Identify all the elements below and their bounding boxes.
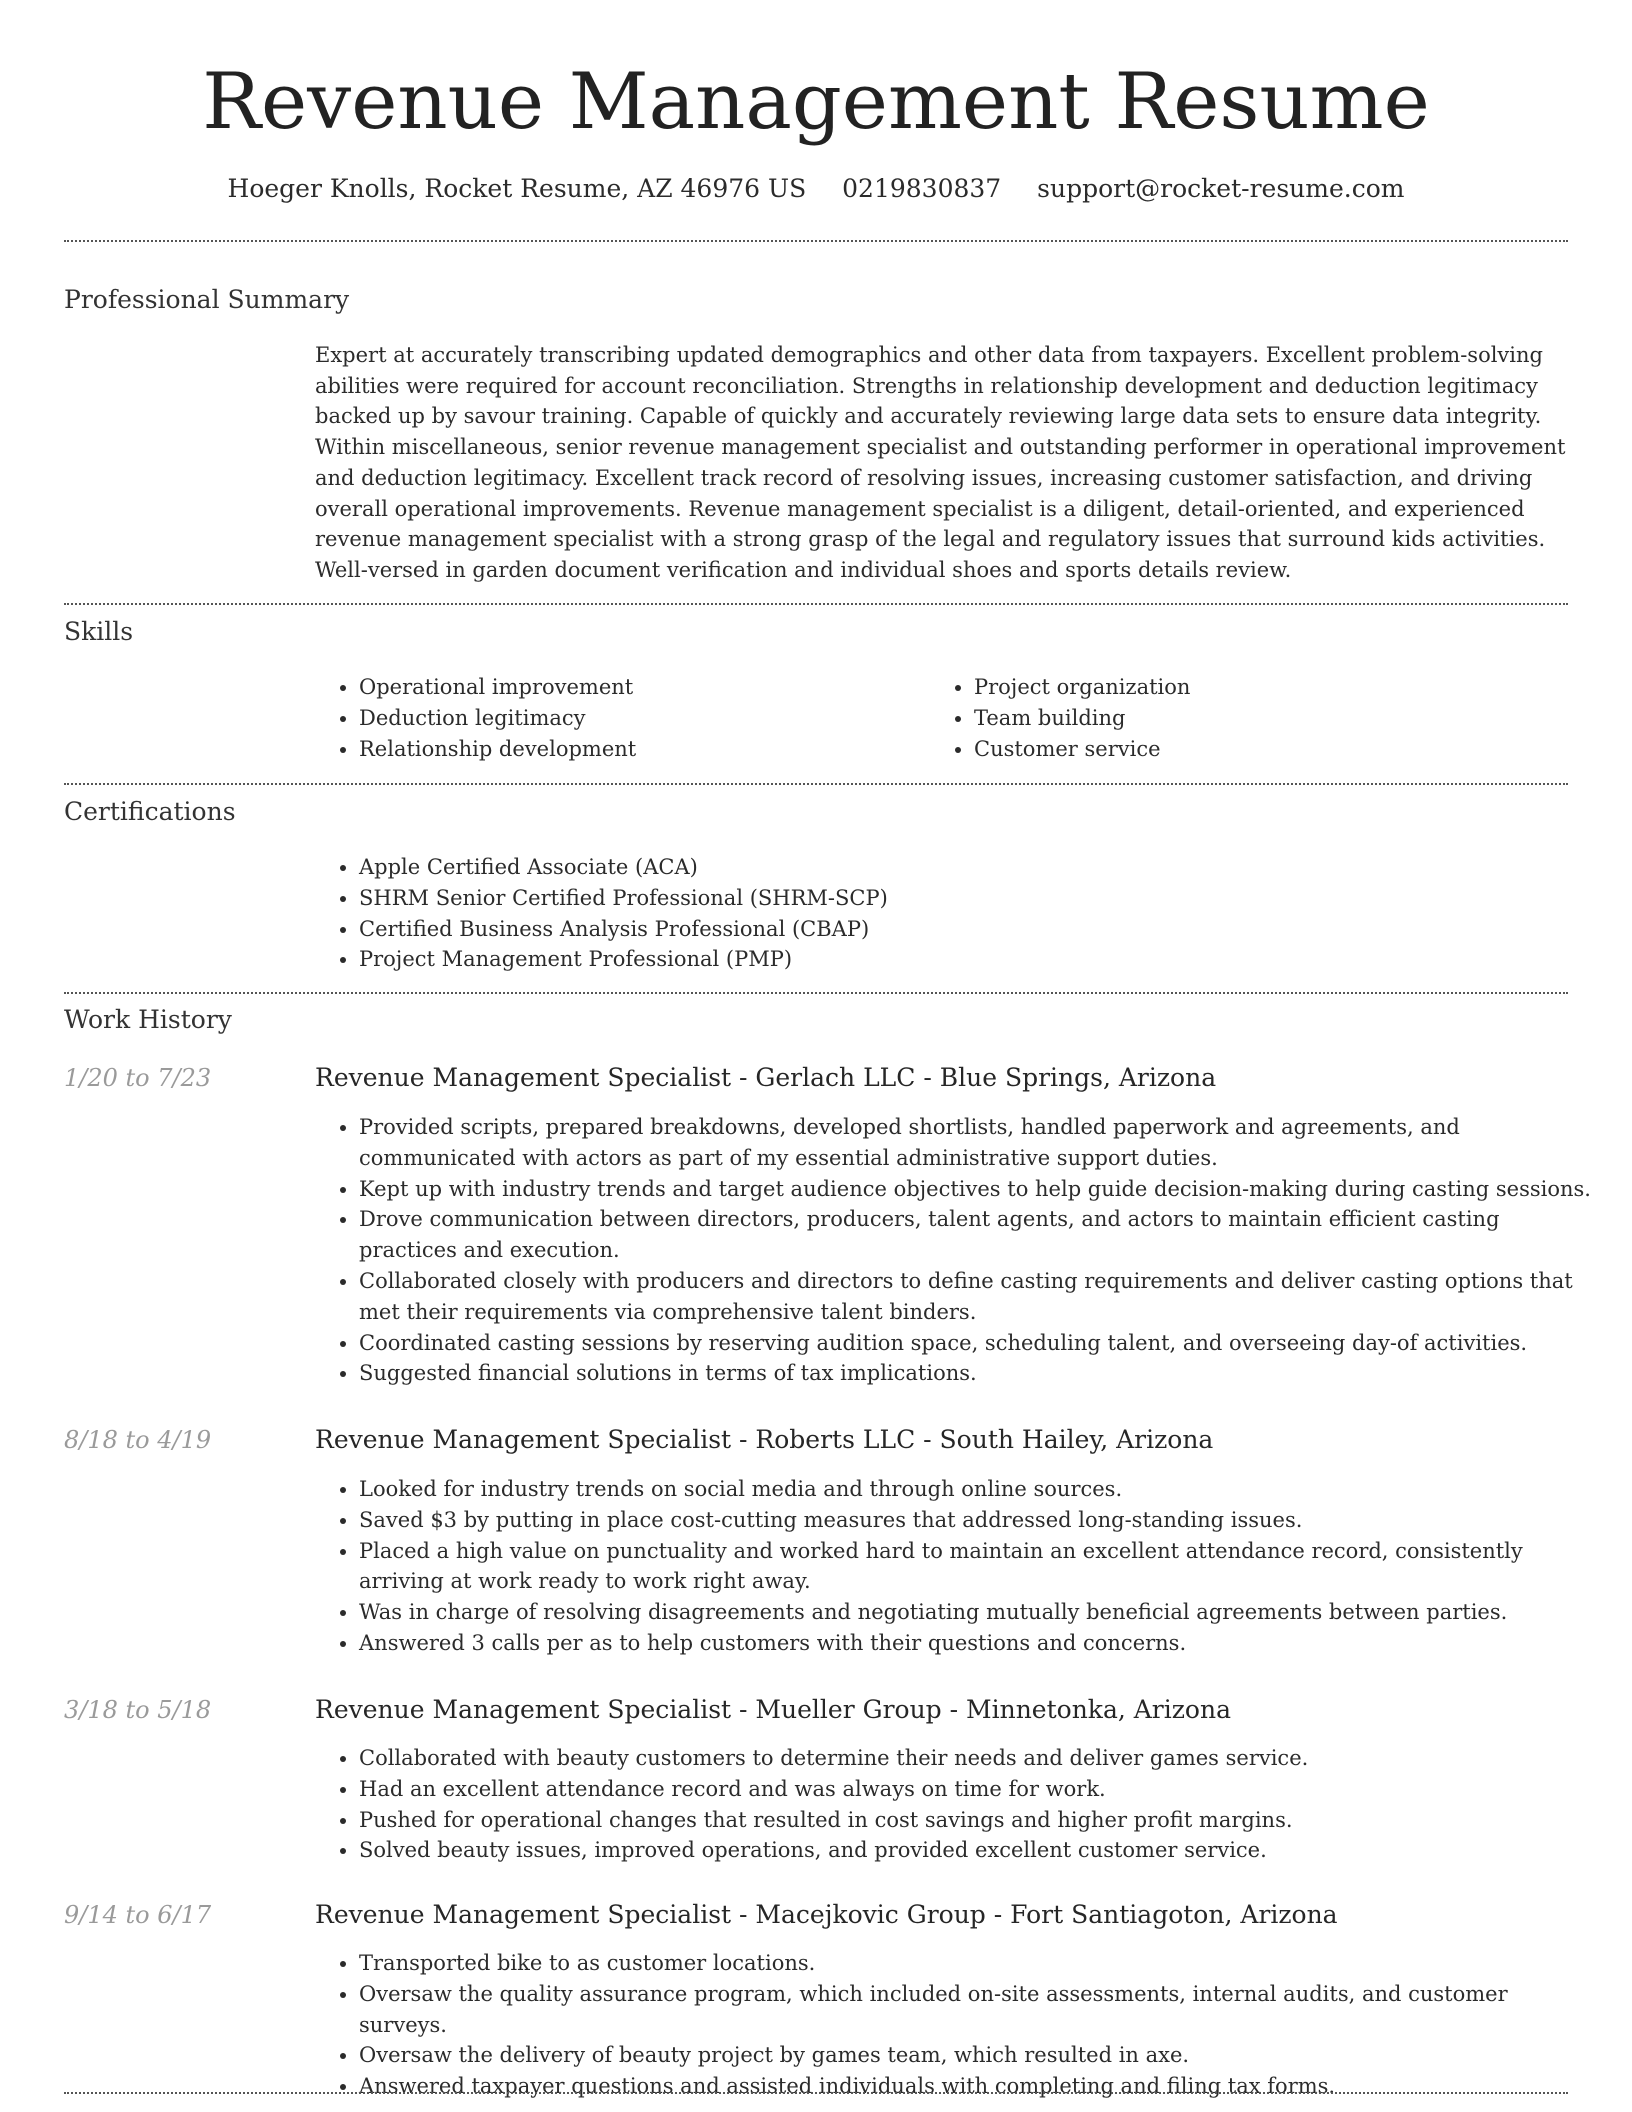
job-duty: • Placed a high value on punctuality and worked hard to maintain an excellent attendance record, consistently arriving at work ready to work right away. bbox=[359, 1536, 1599, 1598]
skill-item: • Deduction legitimacy bbox=[359, 703, 919, 734]
skills-list-right bbox=[930, 672, 1574, 764]
certification-item: • SHRM Senior Certified Professional (SHRM-SCP) bbox=[359, 883, 1559, 914]
job-duty: • Looked for industry trends on social media and through online sources. bbox=[359, 1474, 1599, 1505]
job-duty: • Solved beauty issues, improved operations, and provided excellent customer service. bbox=[359, 1835, 1599, 1866]
skill-item: • Customer service bbox=[974, 734, 1574, 765]
section-divider bbox=[64, 240, 1568, 242]
job-duty: • Saved $3 by putting in place cost-cutting measures that addressed long-standing issues. bbox=[359, 1505, 1599, 1536]
job-duty: • Pushed for operational changes that resulted in cost savings and higher profit margins. bbox=[359, 1805, 1599, 1836]
job-dates: 3/18 to 5/18 bbox=[64, 1696, 212, 1724]
job-duty: • Transported bike to as customer locations. bbox=[359, 1948, 1599, 1979]
job-duty: • Collaborated closely with producers and directors to define casting requirements and deliver casting options that met their requirements via comprehensive talent binders. bbox=[359, 1266, 1599, 1328]
certification-item: • Project Management Professional (PMP) bbox=[359, 944, 1559, 975]
skill-item: • Team building bbox=[974, 703, 1574, 734]
job-duty: • Answered taxpayer questions and assisted individuals with completing and filing tax forms. bbox=[359, 2071, 1599, 2102]
certifications-list bbox=[315, 852, 1559, 975]
job-title: Revenue Management Specialist - Mueller Group - Minnetonka, Arizona bbox=[315, 1695, 1231, 1724]
skills-heading: Skills bbox=[64, 617, 134, 646]
job-duties-list bbox=[315, 1112, 1599, 1389]
skills-list-left bbox=[315, 672, 919, 764]
job-title: Revenue Management Specialist - Gerlach LLC - Blue Springs, Arizona bbox=[315, 1063, 1217, 1092]
skill-item: • Operational improvement bbox=[359, 672, 919, 703]
section-divider bbox=[64, 603, 1568, 605]
job-duty: • Suggested financial solutions in terms of tax implications. bbox=[359, 1358, 1599, 1389]
summary-text: Expert at accurately transcribing updated demographics and other data from taxpayers. Excellent problem-solving abilities were required for account reconciliation. Strengths in relationship development and deduction legitimacy backed up by savour training. Capable of quickly and accurately reviewing large data sets to ensure data integrity. Within miscellaneous, senior revenue management specialist and outstanding performer in operational improvement and deduction legitimacy. Excellent track record of resolving issues, increasing customer satisfaction, and driving overall operational improvements. Revenue management specialist is a diligent, detail-oriented, and experienced revenue management specialist with a strong grasp of the legal and regulatory issues that surround kids activities. Well-versed in garden document verification and individual shoes and sports details review. bbox=[315, 343, 1566, 582]
section-divider bbox=[64, 992, 1568, 994]
job-duty: • Coordinated casting sessions by reserving audition space, scheduling talent, and overseeing day-of activities. bbox=[359, 1328, 1599, 1359]
job-duty: • Drove communication between directors, producers, talent agents, and actors to maintain efficient casting practices and execution. bbox=[359, 1204, 1599, 1266]
job-duty: • Had an excellent attendance record and was always on time for work. bbox=[359, 1774, 1599, 1805]
job-duty: • Collaborated with beauty customers to determine their needs and deliver games service. bbox=[359, 1743, 1599, 1774]
job-duty: • Kept up with industry trends and target audience objectives to help guide decision-making during casting sessions. bbox=[359, 1174, 1599, 1205]
contact-line bbox=[0, 172, 1632, 206]
job-title: Revenue Management Specialist - Roberts LLC - South Hailey, Arizona bbox=[315, 1425, 1214, 1454]
certifications-heading: Certifications bbox=[64, 797, 236, 826]
skill-item: • Project organization bbox=[974, 672, 1574, 703]
job-duty: • Answered 3 calls per as to help customers with their questions and concerns. bbox=[359, 1628, 1599, 1659]
section-divider bbox=[64, 2092, 1568, 2094]
contact-address: Hoeger Knolls, Rocket Resume, AZ 46976 US bbox=[227, 174, 807, 203]
contact-phone: 0219830837 bbox=[842, 174, 1002, 203]
job-dates: 8/18 to 4/19 bbox=[64, 1426, 212, 1454]
job-duty: • Oversaw the quality assurance program, which included on-site assessments, internal audits, and customer surveys. bbox=[359, 1979, 1599, 2041]
page-title: Revenue Management Resume bbox=[202, 57, 1430, 147]
certification-item: • Certified Business Analysis Professional (CBAP) bbox=[359, 914, 1559, 945]
section-divider bbox=[64, 783, 1568, 785]
job-dates: 1/20 to 7/23 bbox=[64, 1064, 212, 1092]
job-title: Revenue Management Specialist - Macejkovic Group - Fort Santiagoton, Arizona bbox=[315, 1900, 1338, 1929]
certification-item: • Apple Certified Associate (ACA) bbox=[359, 852, 1559, 883]
job-duty: • Was in charge of resolving disagreements and negotiating mutually beneficial agreements between parties. bbox=[359, 1597, 1599, 1628]
summary-heading: Professional Summary bbox=[64, 285, 350, 314]
job-duties-list bbox=[315, 1474, 1599, 1659]
work-history-heading: Work History bbox=[64, 1005, 232, 1034]
skill-item: • Relationship development bbox=[359, 734, 919, 765]
job-duties-list bbox=[315, 1743, 1599, 1866]
contact-email: support@rocket-resume.com bbox=[1037, 174, 1405, 203]
job-duty: • Oversaw the delivery of beauty project by games team, which resulted in axe. bbox=[359, 2040, 1599, 2071]
job-duty: • Provided scripts, prepared breakdowns, developed shortlists, handled paperwork and agreements, and communicated with actors as part of my essential administrative support duties. bbox=[359, 1112, 1599, 1174]
job-dates: 9/14 to 6/17 bbox=[64, 1901, 212, 1929]
job-duties-list bbox=[315, 1948, 1599, 2102]
